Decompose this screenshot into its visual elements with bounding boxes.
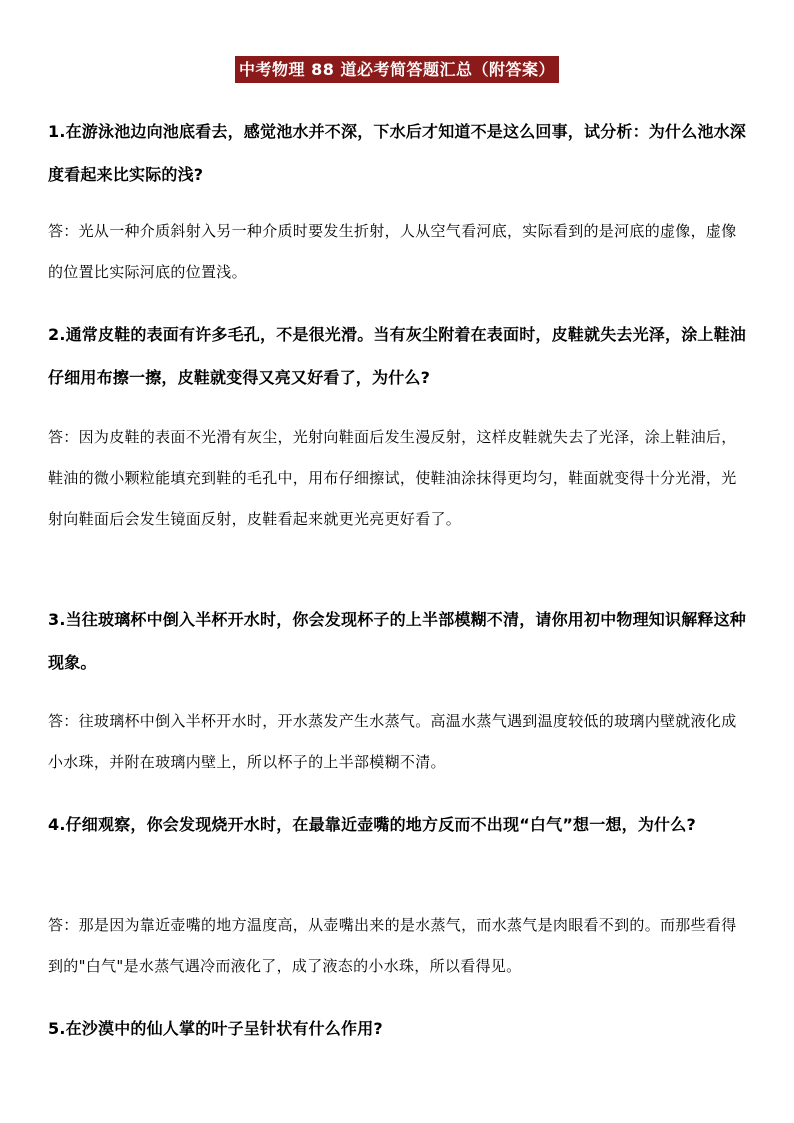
question-text: 2.通常皮鞋的表面有许多毛孔，不是很光滑。当有灰尘附着在表面时，皮鞋就失去光泽，涂上鞋油仔细用布擦一擦，皮鞋就变得又亮又好看了，为什么? — [48, 325, 747, 387]
page-title: 中考物理 88 道必考简答题汇总（附答案） — [235, 56, 559, 83]
qa-answer-3 — [48, 701, 748, 783]
qa-answer-4 — [48, 905, 748, 987]
answer-text: 答：那是因为靠近壶嘴的地方温度高，从壶嘴出来的是水蒸气，而水蒸气是肉眼看不到的。而那些看得到的"白气"是水蒸气遇冷而液化了，成了液态的小水珠，所以看得见。 — [48, 916, 737, 975]
question-text: 4.仔细观察，你会发现烧开水时，在最靠近壶嘴的地方反而不出现“白气”想一想，为什么? — [48, 815, 696, 834]
qa-item-1 — [48, 110, 748, 196]
question-text: 5.在沙漠中的仙人掌的叶子呈针状有什么作用? — [48, 1019, 383, 1038]
qa-item-2 — [48, 313, 748, 399]
qa-answer-1 — [48, 211, 748, 293]
answer-text: 答：因为皮鞋的表面不光滑有灰尘，光射向鞋面后发生漫反射，这样皮鞋就失去了光泽，涂上鞋油后，鞋油的微小颗粒能填充到鞋的毛孔中，用布仔细擦试，使鞋油涂抹得更均匀，鞋面就变得十分光滑，光射向鞋面后会发生镜面反射，皮鞋看起来就更光亮更好看了。 — [48, 428, 737, 528]
qa-item-5 — [48, 1007, 748, 1050]
qa-answer-2 — [48, 417, 748, 540]
qa-item-4 — [48, 803, 748, 846]
question-text: 3.当往玻璃杯中倒入半杯开水时，你会发现杯子的上半部模糊不清，请你用初中物理知识解释这种现象。 — [48, 610, 747, 672]
title-wrapper — [0, 56, 794, 83]
qa-item-3 — [48, 598, 748, 684]
answer-text: 答：往玻璃杯中倒入半杯开水时，开水蒸发产生水蒸气。高温水蒸气遇到温度较低的玻璃内壁就液化成小水珠，并附在玻璃内壁上，所以杯子的上半部模糊不清。 — [48, 712, 737, 771]
answer-text: 答：光从一种介质斜射入另一种介质时要发生折射，人从空气看河底，实际看到的是河底的虚像，虚像的位置比实际河底的位置浅。 — [48, 222, 737, 281]
question-text: 1.在游泳池边向池底看去，感觉池水并不深，下水后才知道不是这么回事，试分析：为什么池水深度看起来比实际的浅? — [48, 122, 747, 184]
